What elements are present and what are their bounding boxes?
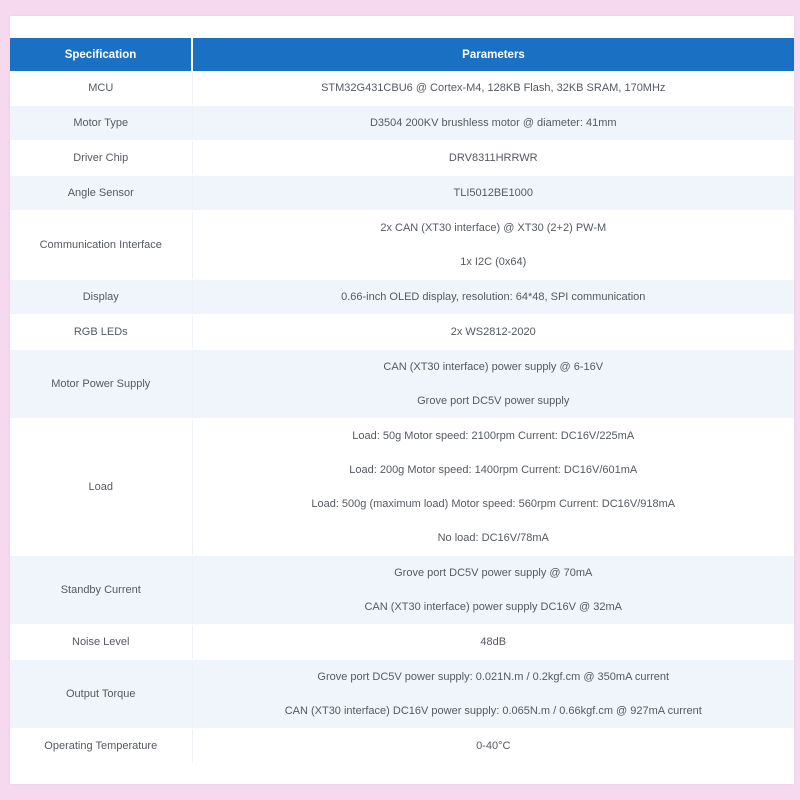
- param-value: CAN (XT30 interface) power supply @ 6-16V Grove port DC5V power supply: [192, 350, 794, 419]
- table-row: [10, 106, 794, 141]
- param-value: DRV8311HRRWR: [192, 141, 794, 176]
- param-value: 2x CAN (XT30 interface) @ XT30 (2+2) PW-M 1x I2C (0x64): [192, 211, 794, 280]
- spec-label: Operating Temperature: [10, 729, 192, 764]
- param-value: Grove port DC5V power supply: 0.021N.m / 0.2kgf.cm @ 350mA current CAN (XT30 interface) DC16V power supply: 0.065N.m / 0.66kgf.cm @ 927mA current: [192, 660, 794, 729]
- param-value: Load: 50g Motor speed: 2100rpm Current: DC16V/225mA Load: 200g Motor speed: 1400rpm Current: DC16V/601mA Load: 500g (maximum load) Motor speed: 560rpm Current: DC16V/918mA No load: DC16V/78mA: [192, 419, 794, 556]
- table-row: [10, 315, 794, 350]
- spec-label: Motor Power Supply: [10, 350, 192, 419]
- spec-label: Standby Current: [10, 556, 192, 625]
- table-row: [10, 625, 794, 660]
- param-value: STM32G431CBU6 @ Cortex-M4, 128KB Flash, 32KB SRAM, 170MHz: [192, 71, 794, 106]
- spec-label: MCU: [10, 71, 192, 106]
- table-header-row: [10, 38, 794, 71]
- spec-label: Driver Chip: [10, 141, 192, 176]
- table-row: [10, 176, 794, 211]
- spec-label: Load: [10, 419, 192, 556]
- table-row: [10, 211, 794, 280]
- param-value: 0.66-inch OLED display, resolution: 64*48, SPI communication: [192, 280, 794, 315]
- table-row: [10, 419, 794, 556]
- table-row: [10, 556, 794, 625]
- table-row: [10, 660, 794, 729]
- spec-label: Communication Interface: [10, 211, 192, 280]
- header-specification: Specification: [10, 38, 192, 71]
- spec-label: Angle Sensor: [10, 176, 192, 211]
- spec-label: Output Torque: [10, 660, 192, 729]
- table-row: [10, 350, 794, 419]
- param-value: 2x WS2812-2020: [192, 315, 794, 350]
- table-row: [10, 141, 794, 176]
- param-value: D3504 200KV brushless motor @ diameter: 41mm: [192, 106, 794, 141]
- spec-label: Display: [10, 280, 192, 315]
- table-row: [10, 280, 794, 315]
- table-row: [10, 71, 794, 106]
- param-value: Grove port DC5V power supply @ 70mA CAN (XT30 interface) power supply DC16V @ 32mA: [192, 556, 794, 625]
- spec-label: RGB LEDs: [10, 315, 192, 350]
- spec-card: [10, 16, 794, 784]
- table-row: [10, 729, 794, 764]
- param-value: TLI5012BE1000: [192, 176, 794, 211]
- param-value: 0-40°C: [192, 729, 794, 764]
- specification-table: [10, 38, 794, 764]
- header-parameters: Parameters: [192, 38, 794, 71]
- spec-label: Motor Type: [10, 106, 192, 141]
- param-value: 48dB: [192, 625, 794, 660]
- spec-label: Noise Level: [10, 625, 192, 660]
